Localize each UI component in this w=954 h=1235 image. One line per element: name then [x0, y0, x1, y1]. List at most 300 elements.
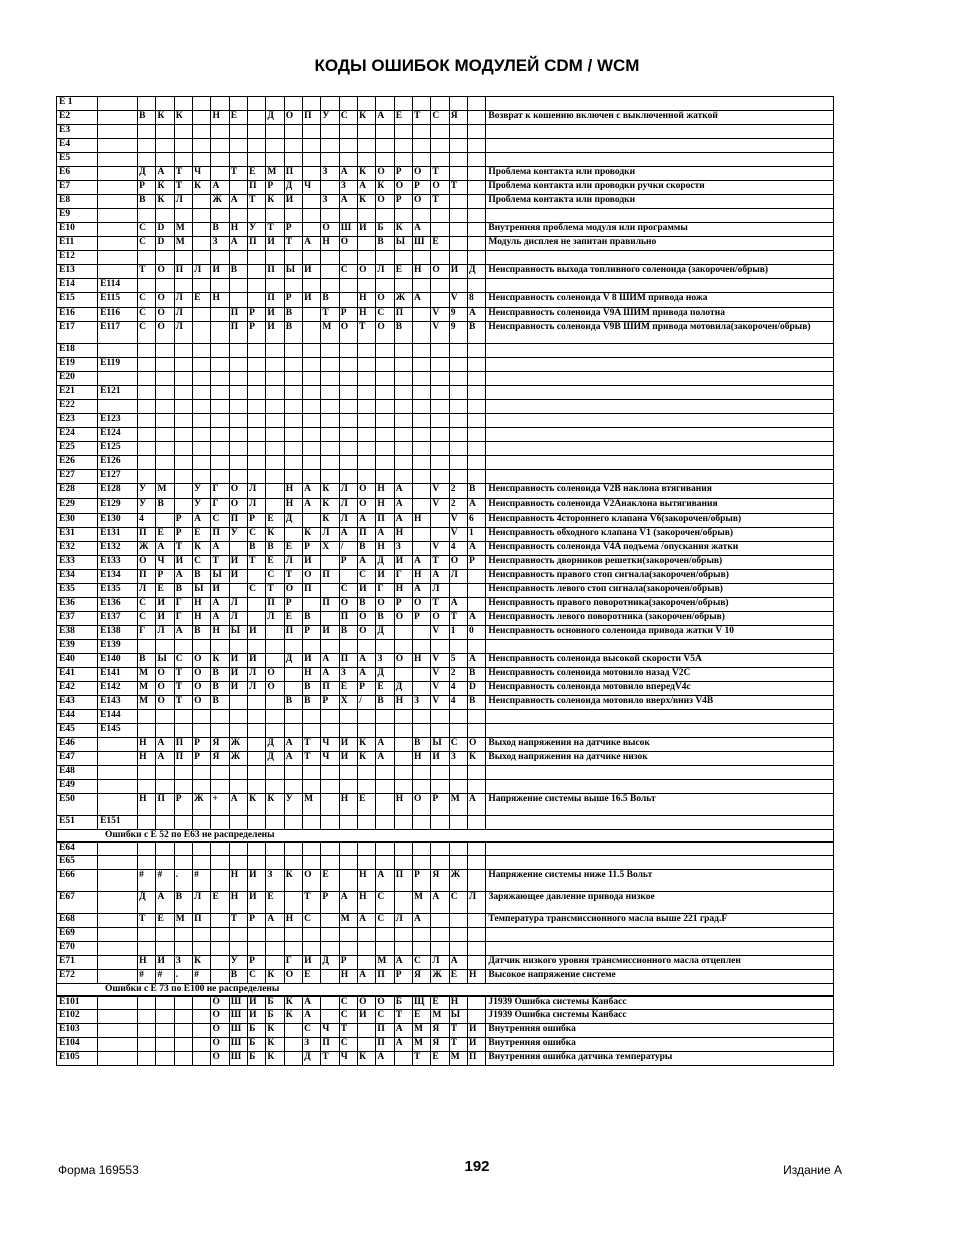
error-row — [57, 892, 834, 914]
display-char — [266, 456, 284, 470]
error-code-alt — [98, 223, 138, 237]
display-char: П — [266, 265, 284, 279]
error-code: E22 — [57, 400, 98, 414]
display-char: D — [156, 237, 174, 251]
display-char — [413, 125, 431, 139]
error-code-alt: E137 — [98, 612, 138, 626]
display-char: К — [303, 528, 321, 542]
display-char — [229, 386, 247, 400]
display-char — [339, 372, 357, 386]
display-char — [413, 414, 431, 428]
display-char — [431, 97, 449, 111]
display-char — [321, 816, 339, 830]
display-char: У — [138, 484, 156, 499]
display-char: С — [193, 556, 211, 570]
display-char: А — [358, 181, 376, 195]
display-char: И — [248, 996, 266, 1010]
error-code-alt: E125 — [98, 442, 138, 456]
display-char: А — [394, 1038, 412, 1052]
display-char — [284, 428, 302, 442]
error-description: Неисправность соленоида мотовило назад V2C — [486, 668, 834, 682]
display-char: В — [211, 682, 229, 696]
display-char: Ч — [339, 1052, 357, 1066]
display-char — [284, 470, 302, 484]
display-char — [303, 942, 321, 956]
display-char: Г — [138, 626, 156, 640]
display-char — [174, 386, 192, 400]
display-char — [413, 682, 431, 696]
error-code: E39 — [57, 640, 98, 654]
display-char: V — [431, 668, 449, 682]
display-char — [431, 125, 449, 139]
error-code-alt: E114 — [98, 279, 138, 293]
display-char — [339, 570, 357, 584]
display-char — [303, 456, 321, 470]
display-char — [358, 139, 376, 153]
display-char — [413, 484, 431, 499]
display-char: М — [174, 223, 192, 237]
display-char — [174, 456, 192, 470]
display-char — [248, 358, 266, 372]
page-title: КОДЫ ОШИБОК МОДУЛЕЙ CDM / WCM — [314, 56, 640, 75]
display-char — [449, 456, 467, 470]
display-char — [174, 125, 192, 139]
display-char — [449, 856, 467, 870]
display-char — [431, 344, 449, 358]
display-char — [321, 856, 339, 870]
display-char: М — [449, 1052, 467, 1066]
display-char — [193, 400, 211, 414]
display-char: К — [284, 996, 302, 1010]
display-char: Р — [248, 914, 266, 928]
display-char — [248, 696, 266, 710]
display-char — [266, 654, 284, 668]
display-char: В — [229, 265, 247, 279]
display-char — [376, 414, 394, 428]
error-code-alt: E116 — [98, 308, 138, 322]
display-char: И — [303, 556, 321, 570]
error-code: E17 — [57, 322, 98, 344]
display-char — [394, 414, 412, 428]
display-char: Д — [376, 626, 394, 640]
display-char: А — [339, 528, 357, 542]
display-char: Н — [339, 970, 357, 984]
display-char — [449, 251, 467, 265]
display-char: С — [303, 914, 321, 928]
display-char — [211, 914, 229, 928]
display-char — [284, 344, 302, 358]
display-char: В — [211, 668, 229, 682]
error-row — [57, 514, 834, 528]
display-char: Л — [156, 626, 174, 640]
display-char: Л — [193, 265, 211, 279]
page-number: 192 — [464, 1158, 490, 1175]
display-char: Р — [321, 892, 339, 914]
display-char: Е — [266, 514, 284, 528]
display-char: С — [376, 892, 394, 914]
display-char: Д — [303, 1052, 321, 1066]
display-char: 2 — [449, 668, 467, 682]
note-row — [57, 984, 834, 996]
error-row — [57, 167, 834, 181]
display-char: Л — [138, 584, 156, 598]
display-char — [394, 456, 412, 470]
display-char: С — [339, 1010, 357, 1024]
display-char — [248, 598, 266, 612]
display-char: А — [431, 570, 449, 584]
display-char — [266, 928, 284, 942]
display-char: О — [303, 570, 321, 584]
display-char: А — [468, 654, 486, 668]
display-char — [266, 856, 284, 870]
error-code-alt: E127 — [98, 470, 138, 484]
display-char: Б — [266, 1010, 284, 1024]
error-description — [486, 842, 834, 856]
display-char: П — [174, 265, 192, 279]
display-char: Т — [413, 1052, 431, 1066]
error-code: E66 — [57, 870, 98, 892]
display-char — [339, 816, 357, 830]
display-char — [229, 842, 247, 856]
display-char: О — [358, 996, 376, 1010]
display-char — [303, 514, 321, 528]
display-char — [138, 97, 156, 111]
display-char: В — [376, 237, 394, 251]
display-char — [321, 584, 339, 598]
display-char: П — [248, 237, 266, 251]
display-char — [284, 640, 302, 654]
display-char — [303, 308, 321, 322]
error-code-alt: E141 — [98, 668, 138, 682]
display-char: С — [376, 1010, 394, 1024]
error-description — [486, 856, 834, 870]
display-char: А — [156, 542, 174, 556]
display-char — [449, 358, 467, 372]
display-char: V — [431, 696, 449, 710]
display-char — [376, 942, 394, 956]
display-char: + — [211, 794, 229, 816]
display-char — [468, 570, 486, 584]
display-char: Р — [266, 181, 284, 195]
display-char: Т — [394, 1010, 412, 1024]
error-description: Неисправность 4стороннего клапана V6(закорочен/обрыв) — [486, 514, 834, 528]
display-char: А — [468, 612, 486, 626]
display-char — [468, 279, 486, 293]
display-char: В — [284, 696, 302, 710]
error-description — [486, 640, 834, 654]
display-char: О — [156, 265, 174, 279]
display-char: Т — [449, 612, 467, 626]
display-char — [211, 456, 229, 470]
display-char — [449, 724, 467, 738]
display-char — [321, 442, 339, 456]
error-code-alt — [98, 892, 138, 914]
error-code-alt — [98, 956, 138, 970]
display-char — [321, 386, 339, 400]
display-char — [468, 344, 486, 358]
display-char — [193, 724, 211, 738]
error-code-alt — [98, 1024, 138, 1038]
display-char: М — [138, 682, 156, 696]
display-char: О — [394, 654, 412, 668]
display-char: Ы — [284, 265, 302, 279]
display-char: Т — [229, 914, 247, 928]
display-char — [358, 842, 376, 856]
display-char — [248, 293, 266, 308]
display-char: И — [358, 1010, 376, 1024]
display-char: П — [284, 167, 302, 181]
display-char — [468, 372, 486, 386]
display-char: П — [248, 181, 266, 195]
display-char — [468, 724, 486, 738]
display-char — [449, 942, 467, 956]
display-char: О — [211, 1052, 229, 1066]
display-char — [468, 97, 486, 111]
error-description: Неисправность соленоида V9B ШИМ привода мотовила(закорочен/обрыв) — [486, 322, 834, 344]
display-char: Е — [284, 612, 302, 626]
error-row — [57, 1038, 834, 1052]
error-code-alt: E126 — [98, 456, 138, 470]
error-row — [57, 816, 834, 830]
display-char — [413, 153, 431, 167]
error-description: Неисправность соленоида V 8 ШИМ привода ножа — [486, 293, 834, 308]
display-char — [431, 153, 449, 167]
display-char — [211, 956, 229, 970]
display-char: Н — [413, 570, 431, 584]
display-char — [358, 344, 376, 358]
display-char: И — [156, 956, 174, 970]
display-char: С — [138, 612, 156, 626]
display-char: 2 — [449, 484, 467, 499]
display-char: П — [339, 654, 357, 668]
display-char: В — [321, 293, 339, 308]
display-char: Н — [394, 528, 412, 542]
error-description: Неисправность выхода топливного соленоида (закорочен/обрыв) — [486, 265, 834, 279]
display-char: А — [284, 738, 302, 752]
display-char — [394, 710, 412, 724]
display-char: С — [339, 111, 357, 125]
display-char — [431, 251, 449, 265]
display-char — [468, 996, 486, 1010]
display-char: Ч — [321, 738, 339, 752]
display-char: А — [229, 237, 247, 251]
display-char: С — [174, 654, 192, 668]
display-char: Е — [229, 111, 247, 125]
error-row — [57, 153, 834, 167]
display-char: Р — [248, 322, 266, 344]
display-char — [174, 640, 192, 654]
display-char — [156, 97, 174, 111]
display-char — [284, 414, 302, 428]
display-char: 9 — [449, 322, 467, 344]
display-char: К — [358, 167, 376, 181]
display-char — [138, 1010, 156, 1024]
display-char — [229, 279, 247, 293]
display-char — [449, 153, 467, 167]
display-char — [193, 279, 211, 293]
error-row — [57, 640, 834, 654]
display-char — [394, 400, 412, 414]
display-char — [321, 780, 339, 794]
display-char: О — [413, 167, 431, 181]
display-char: А — [156, 167, 174, 181]
display-char — [431, 856, 449, 870]
display-char: И — [303, 956, 321, 970]
display-char — [413, 766, 431, 780]
display-char — [339, 942, 357, 956]
error-description — [486, 372, 834, 386]
display-char: К — [358, 752, 376, 766]
display-char — [394, 942, 412, 956]
display-char — [321, 942, 339, 956]
error-code-alt: E121 — [98, 386, 138, 400]
display-char — [358, 442, 376, 456]
display-char — [339, 153, 357, 167]
display-char — [284, 372, 302, 386]
display-char: Р — [174, 794, 192, 816]
error-description: Датчик низкого уровня трансмиссионного масла отцеплен — [486, 956, 834, 970]
display-char — [266, 499, 284, 514]
display-char: / — [358, 696, 376, 710]
display-char: О — [156, 293, 174, 308]
error-code-alt — [98, 856, 138, 870]
display-char — [303, 209, 321, 223]
display-char — [413, 442, 431, 456]
display-char — [449, 442, 467, 456]
display-char — [431, 528, 449, 542]
display-char: В — [211, 223, 229, 237]
display-char: Ш — [229, 1024, 247, 1038]
display-char: А — [358, 914, 376, 928]
display-char: П — [376, 514, 394, 528]
display-char — [303, 279, 321, 293]
display-char: И — [284, 195, 302, 209]
display-char — [248, 372, 266, 386]
display-char — [266, 400, 284, 414]
display-char — [138, 153, 156, 167]
display-char: Х — [339, 696, 357, 710]
display-char — [303, 125, 321, 139]
display-char: В — [376, 696, 394, 710]
display-char: 2 — [449, 499, 467, 514]
display-char — [321, 344, 339, 358]
error-row — [57, 322, 834, 344]
error-code-alt: E119 — [98, 358, 138, 372]
display-char — [358, 766, 376, 780]
error-row — [57, 710, 834, 724]
display-char: Ж — [394, 293, 412, 308]
display-char — [358, 358, 376, 372]
error-row — [57, 428, 834, 442]
display-char: Ы — [229, 626, 247, 640]
error-description — [486, 251, 834, 265]
display-char — [413, 780, 431, 794]
error-description — [486, 209, 834, 223]
error-row — [57, 626, 834, 640]
error-description — [486, 428, 834, 442]
display-char — [413, 456, 431, 470]
display-char: И — [339, 738, 357, 752]
display-char — [321, 556, 339, 570]
display-char: Д — [284, 181, 302, 195]
error-description: Проблема контакта или проводки — [486, 195, 834, 209]
display-char: Л — [248, 668, 266, 682]
display-char — [248, 752, 266, 766]
error-row — [57, 528, 834, 542]
display-char — [266, 372, 284, 386]
display-char: Ш — [229, 996, 247, 1010]
display-char — [266, 942, 284, 956]
display-char — [449, 209, 467, 223]
display-char — [339, 97, 357, 111]
display-char — [358, 414, 376, 428]
error-description — [486, 710, 834, 724]
display-char — [266, 842, 284, 856]
display-char — [321, 139, 339, 153]
display-char: И — [156, 598, 174, 612]
error-description — [486, 942, 834, 956]
error-code: E49 — [57, 780, 98, 794]
display-char — [211, 400, 229, 414]
display-char — [156, 153, 174, 167]
display-char: Д — [266, 111, 284, 125]
display-char — [376, 386, 394, 400]
display-char: П — [229, 308, 247, 322]
display-char: И — [248, 1010, 266, 1024]
display-char: И — [358, 584, 376, 598]
error-row — [57, 682, 834, 696]
display-char: З — [449, 752, 467, 766]
display-char — [211, 870, 229, 892]
display-char: А — [156, 752, 174, 766]
display-char: А — [303, 1010, 321, 1024]
display-char — [413, 816, 431, 830]
display-char — [413, 640, 431, 654]
display-char — [413, 279, 431, 293]
display-char: П — [376, 1038, 394, 1052]
display-char — [156, 766, 174, 780]
display-char: И — [376, 570, 394, 584]
display-char — [321, 251, 339, 265]
display-char: Т — [449, 1024, 467, 1038]
display-char: А — [468, 542, 486, 556]
display-char — [413, 400, 431, 414]
display-char: К — [376, 181, 394, 195]
display-char — [449, 344, 467, 358]
display-char: Е — [284, 542, 302, 556]
display-char — [339, 470, 357, 484]
error-code: E48 — [57, 766, 98, 780]
display-char: П — [138, 570, 156, 584]
display-char — [229, 710, 247, 724]
display-char — [431, 928, 449, 942]
display-char — [449, 97, 467, 111]
display-char — [138, 470, 156, 484]
error-row — [57, 1024, 834, 1038]
display-char — [248, 414, 266, 428]
display-char: И — [229, 668, 247, 682]
display-char: Б — [394, 996, 412, 1010]
display-char — [358, 372, 376, 386]
display-char — [138, 251, 156, 265]
display-char — [266, 344, 284, 358]
display-char: Т — [138, 265, 156, 279]
error-row — [57, 856, 834, 870]
display-char — [248, 640, 266, 654]
display-char — [358, 153, 376, 167]
display-char: Н — [193, 612, 211, 626]
display-char: В — [468, 322, 486, 344]
